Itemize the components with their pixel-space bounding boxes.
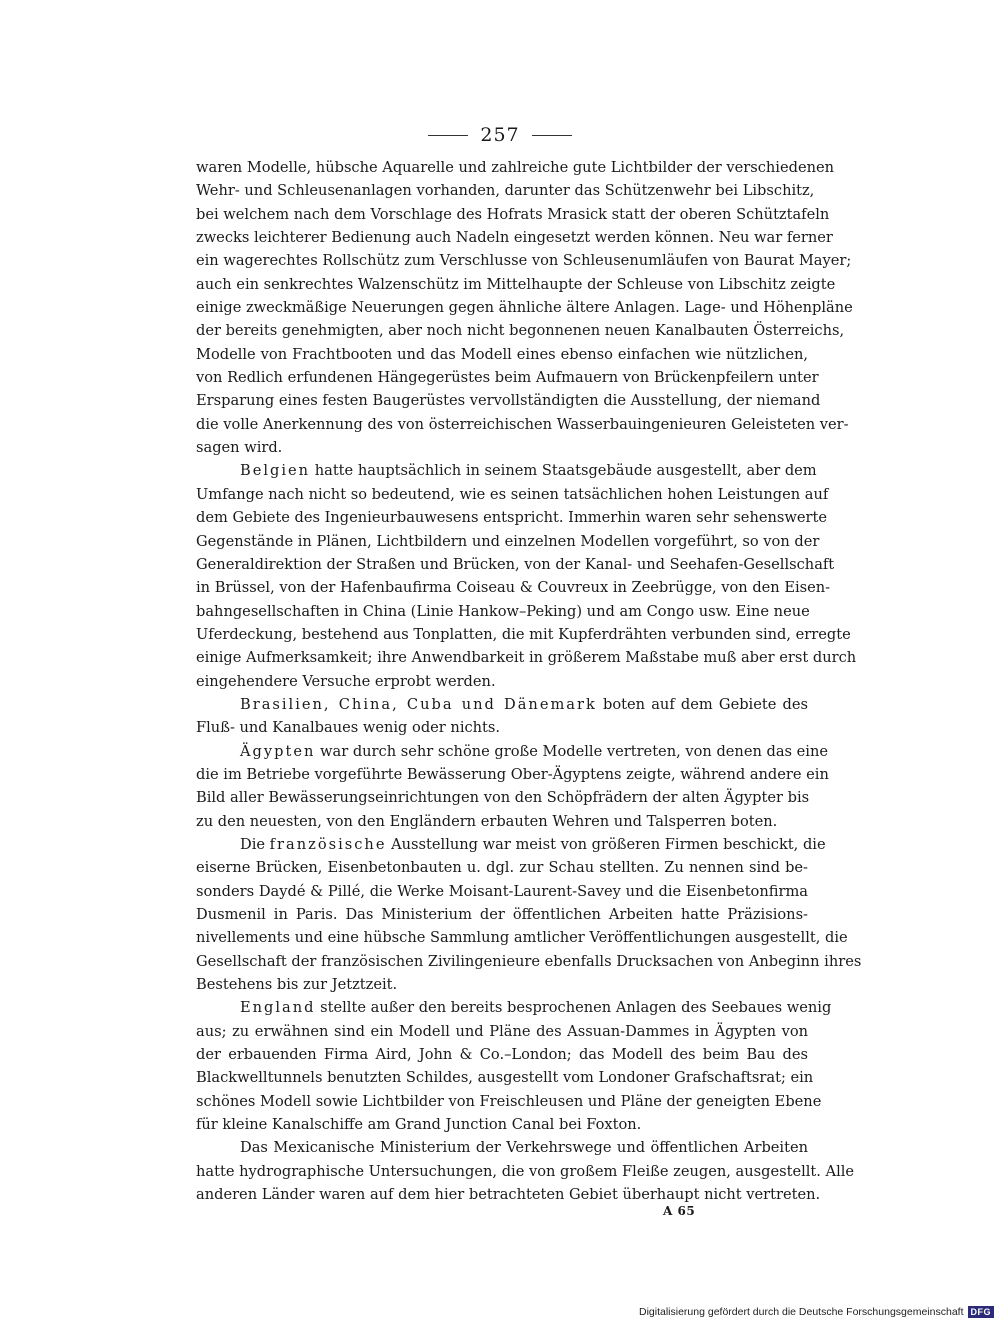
text-line: die im Betriebe vorgeführte Bewässerung Ober-Ägyptens zeigte, während andere ein: [196, 765, 829, 783]
text-line: anderen Länder waren auf dem hier betrachteten Gebiet überhaupt nicht vertreten.: [196, 1186, 821, 1204]
text-line: Generaldirektion der Straßen und Brücken, von der Kanal- und Seehafen-Gesellschaft: [196, 555, 835, 573]
text-line: Modelle von Frachtbooten und das Modell eines ebenso einfachen wie nützlichen,: [196, 345, 808, 363]
text-line: Bestehens bis zur Jetztzeit.: [196, 976, 398, 994]
text-line: Gegenstände in Plänen, Lichtbildern und einzelnen Modellen vorgeführt, so von der: [196, 532, 820, 550]
paragraph: [196, 740, 829, 833]
text-line: der bereits genehmigten, aber noch nicht begonnenen neuen Kanalbauten Österreichs,: [196, 322, 845, 340]
spaced-emphasis: England: [240, 999, 316, 1017]
line-prefix: Die: [240, 835, 270, 853]
footer-text: Digitalisierung gefördert durch die Deutsche Forschungsgemeinschaft: [638, 1306, 964, 1318]
text-line: aus; zu erwähnen sind ein Modell und Pläne des Assuan-Dammes in Ägypten von: [196, 1022, 808, 1040]
text-line: zu den neuesten, von den Engländern erbauten Wehren und Talsperren boten.: [196, 812, 778, 830]
text-line: der erbauenden Firma Aird, John & Co.–London; das Modell des beim Bau des: [196, 1046, 808, 1064]
dfg-logo: DFG: [968, 1306, 995, 1318]
text-line: waren Modelle, hübsche Aquarelle und zahlreiche gute Lichtbilder der verschiedenen: [196, 159, 835, 176]
page-header: [0, 124, 1000, 146]
text-line: Umfange nach nicht so bedeutend, wie es seinen tatsächlichen hohen Leistungen auf: [196, 485, 829, 503]
text-line: Uferdeckung, bestehend aus Tonplatten, die mit Kupferdrähten verbunden sind, erregte: [196, 625, 851, 643]
paragraph: [196, 693, 808, 740]
text-line: die volle Anerkennung des von österreichischen Wasserbauingenieuren Geleisteten ver-: [196, 415, 849, 433]
text-line: eingehendere Versuche erprobt werden.: [196, 672, 496, 690]
text-line: ein wagerechtes Rollschütz zum Verschlusse von Schleusenumläufen von Baurat Mayer;: [196, 252, 852, 270]
text-line: [196, 740, 829, 763]
text-line: Gesellschaft der französischen Zivilingenieure ebenfalls Drucksachen von Anbeginn ihres: [196, 952, 862, 970]
text-line: [196, 833, 826, 856]
text-line: Bild aller Bewässerungseinrichtungen von den Schöpfrädern der alten Ägypter bis: [196, 789, 810, 807]
line-text: stellte außer den bereits besprochenen Anlagen des Seebaues wenig: [315, 999, 832, 1017]
paragraph: [196, 156, 853, 459]
text-line: schönes Modell sowie Lichtbilder von Freischleusen und Pläne der geneigten Ebene: [196, 1092, 822, 1110]
text-line: Dusmenil in Paris. Das Ministerium der öffentlichen Arbeiten hatte Präzisions-: [196, 906, 808, 923]
text-line: zwecks leichterer Bedienung auch Nadeln eingesetzt werden können. Neu war ferner: [196, 229, 833, 247]
text-line: [196, 996, 832, 1019]
text-line: bei welchem nach dem Vorschlage des Hofrats Mrasick statt der oberen Schütztafeln: [196, 205, 830, 223]
text-line: Wehr- und Schleusenanlagen vorhanden, darunter das Schützenwehr bei Libschitz,: [196, 182, 815, 200]
text-line: [196, 693, 808, 716]
text-line: hatte hydrographische Untersuchungen, die von großem Fleiße zeugen, ausgestellt. Alle: [196, 1162, 855, 1180]
text-line: sonders Daydé & Pillé, die Werke Moisant-Laurent-Savey und die Eisenbetonfirma: [196, 882, 808, 900]
text-line: sagen wird.: [196, 439, 283, 457]
text-line: von Redlich erfundenen Hängegerüstes beim Aufmauern von Brückenpfeilern unter: [196, 369, 819, 387]
header-rule-left: [428, 135, 468, 136]
text-line: Ersparung eines festen Baugerüstes vervollständigten die Ausstellung, der niemand: [196, 392, 821, 410]
text-line: einige Aufmerksamkeit; ihre Anwendbarkeit in größerem Maßstabe muß aber erst durch: [196, 649, 857, 667]
footer: [639, 1306, 994, 1318]
text-line: nivellements und eine hübsche Sammlung amtlicher Veröffentlichungen ausgestellt, die: [196, 929, 848, 947]
text-line: [196, 459, 817, 482]
text-line: bahngesellschaften in China (Linie Hankow–Peking) und am Congo usw. Eine neue: [196, 602, 810, 620]
spaced-emphasis: Belgien: [240, 462, 311, 480]
line-text: Ausstellung war meist von größeren Firmen beschickt, die: [386, 835, 826, 853]
text-line: Das Mexicanische Ministerium der Verkehrswege und öffentlichen Arbeiten: [240, 1139, 808, 1157]
signature-mark: A 65: [663, 1204, 696, 1218]
paragraph: [196, 459, 857, 692]
text-line: in Brüssel, von der Hafenbaufirma Coiseau & Couvreux in Zeebrügge, von den Eisen-: [196, 579, 831, 597]
text-line: auch ein senkrechtes Walzenschütz im Mittelhaupte der Schleuse von Libschitz zeigte: [196, 275, 836, 293]
text-line: dem Gebiete des Ingenieurbauwesens entspricht. Immerhin waren sehr sehenswerte: [196, 509, 827, 527]
header-rule-right: [532, 135, 572, 136]
line-text: hatte hauptsächlich in seinem Staatsgebäude ausgestellt, aber dem: [310, 462, 817, 480]
spaced-emphasis: französische: [269, 835, 387, 853]
text-line: für kleine Kanalschiffe am Grand Junction Canal bei Foxton.: [196, 1116, 642, 1134]
paragraph: [196, 996, 832, 1136]
text-line: eiserne Brücken, Eisenbetonbauten u. dgl. zur Schau stellten. Zu nennen sind be-: [196, 859, 808, 877]
text-line: einige zweckmäßige Neuerungen gegen ähnliche ältere Anlagen. Lage- und Höhenpläne: [196, 299, 853, 317]
paragraph: [196, 1136, 855, 1206]
line-text: boten auf dem Gebiete des: [596, 695, 809, 713]
spaced-emphasis: Brasilien, China, Cuba und Dänemark: [240, 695, 597, 713]
paragraph: [196, 833, 862, 996]
page-number: 257: [480, 124, 520, 146]
text-line: Blackwelltunnels benutzten Schildes, ausgestellt vom Londoner Grafschaftsrat; ein: [196, 1069, 814, 1087]
line-text: war durch sehr schöne große Modelle vertreten, von denen das eine: [315, 742, 829, 760]
spaced-emphasis: Ägypten: [240, 742, 316, 760]
text-line: Fluß- und Kanalbaues wenig oder nichts.: [196, 719, 501, 737]
body-text: [196, 156, 862, 1206]
